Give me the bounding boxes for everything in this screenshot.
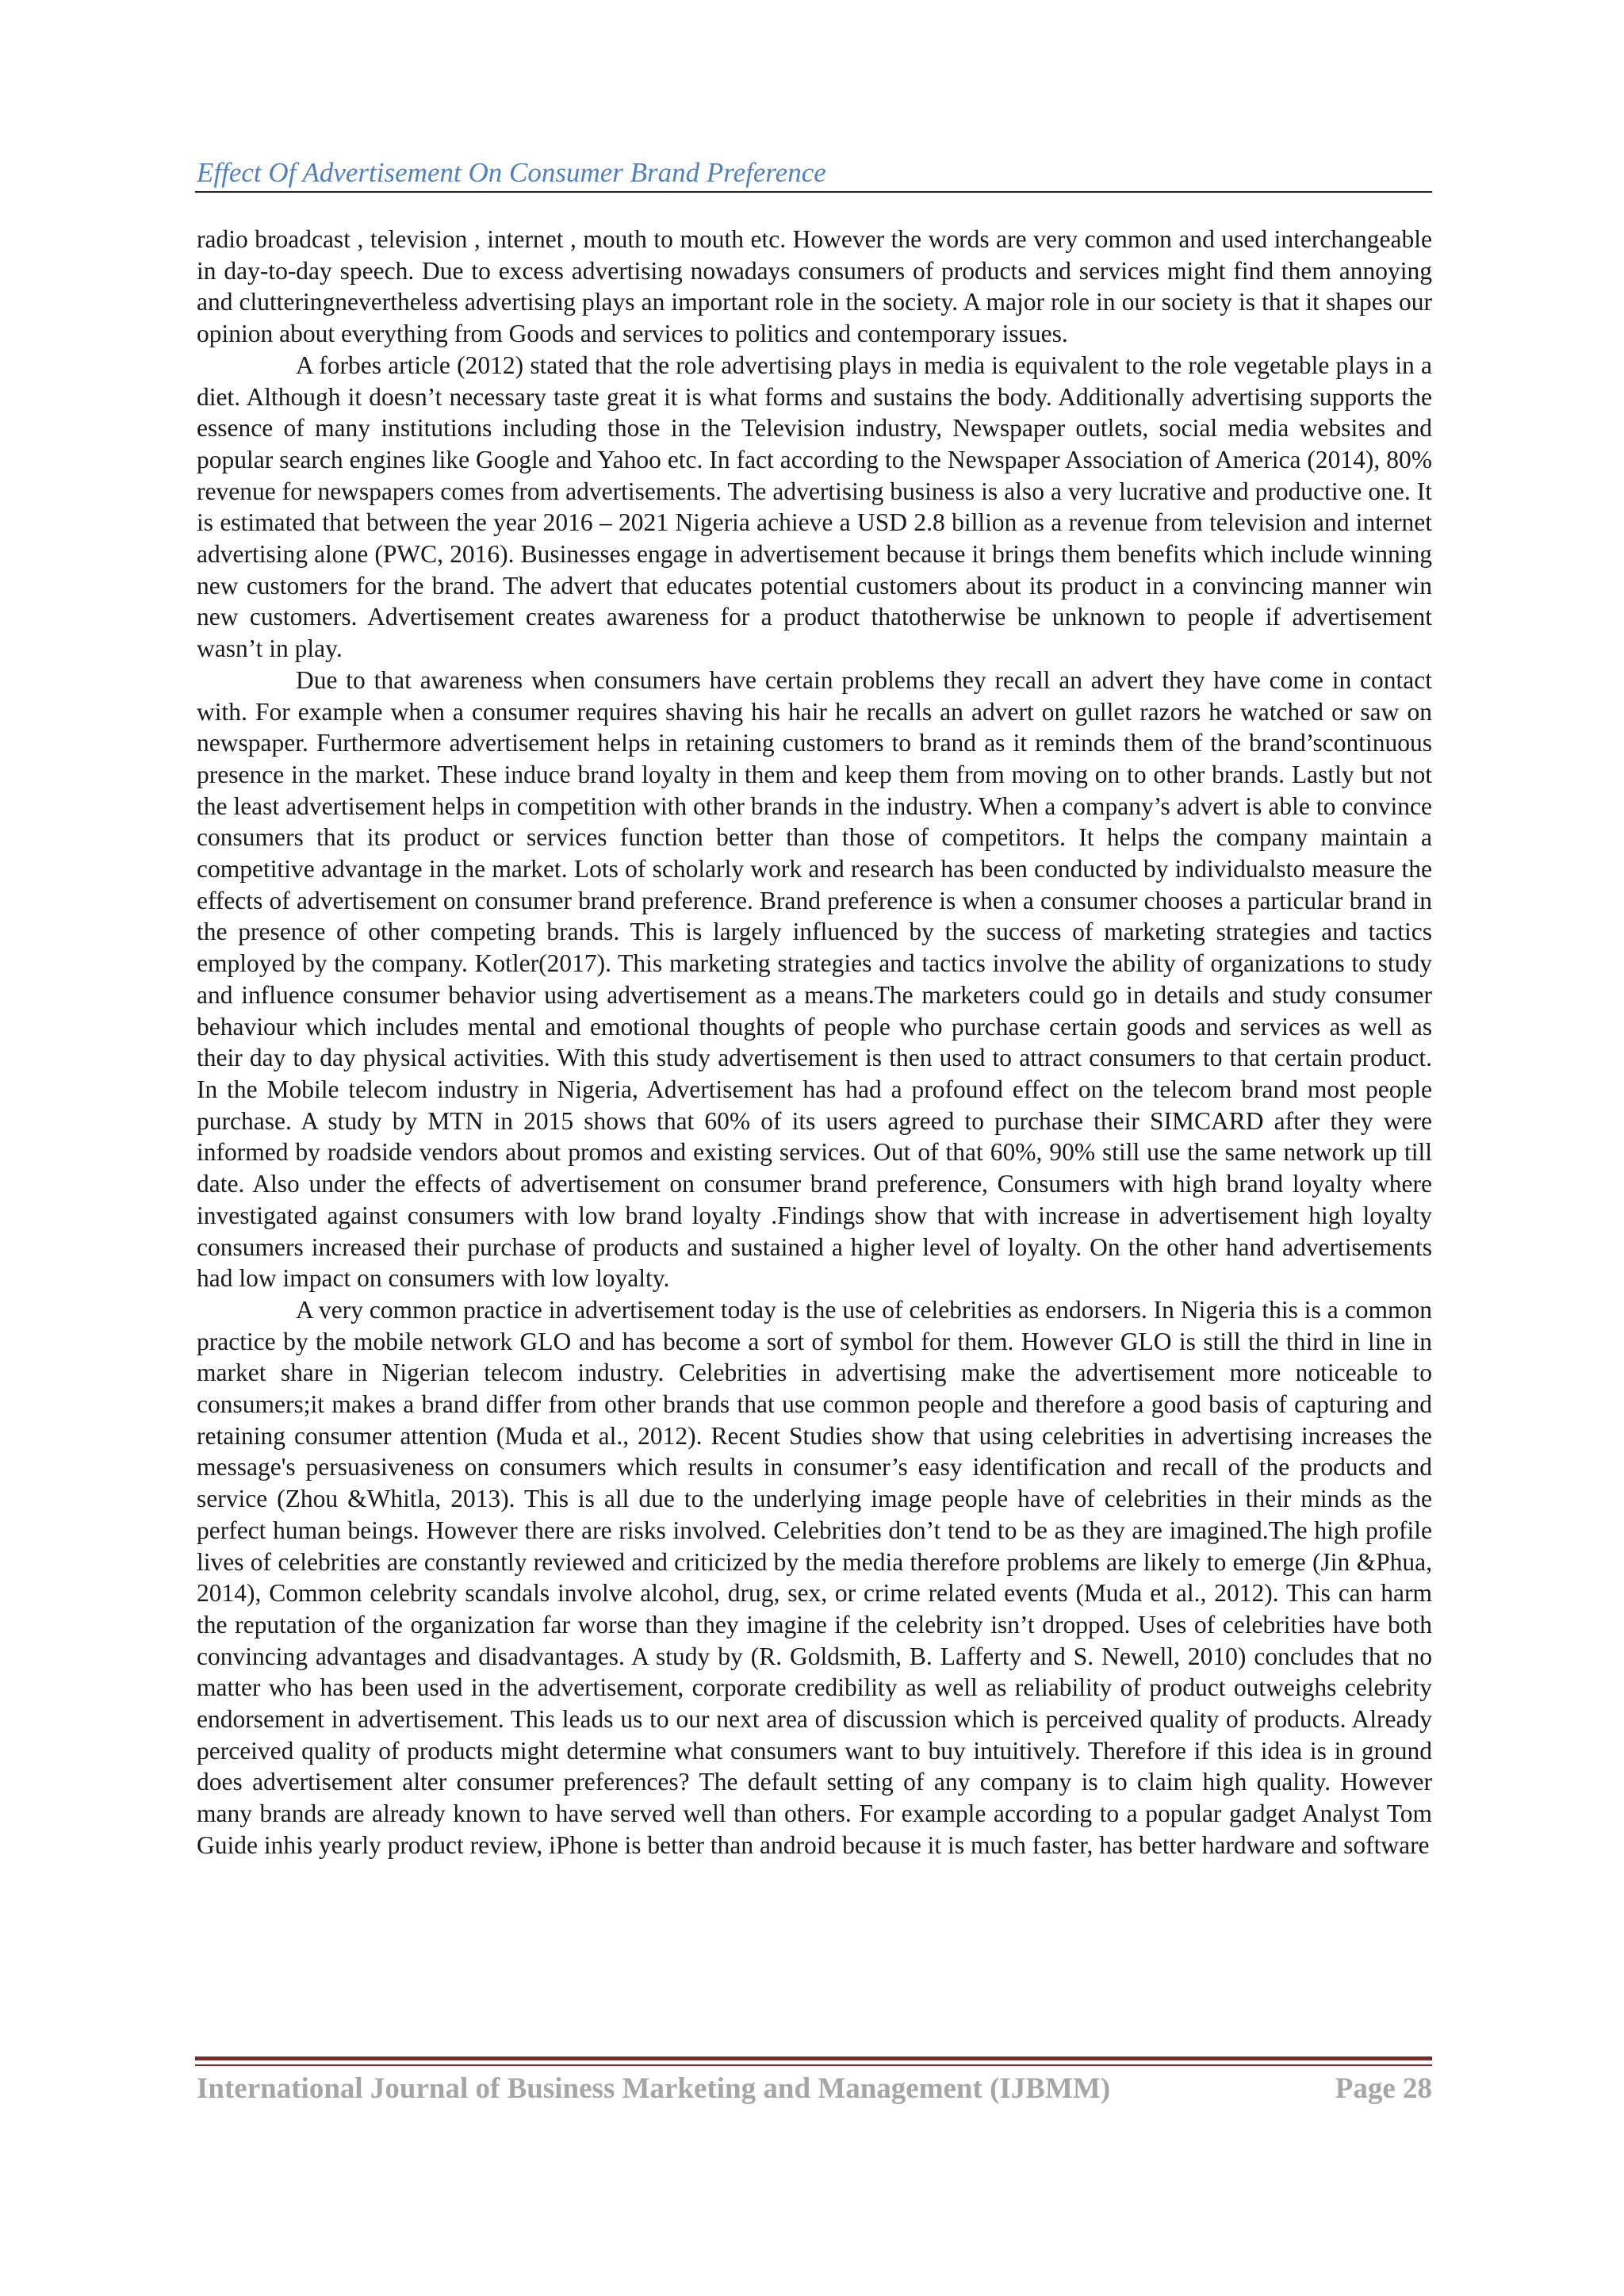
body-paragraph: Due to that awareness when consumers have certain problems they recall an advert they have come in contact with. For example when a consumer requires shaving his hair he recalls an advert on gullet razors he watched or saw on newspaper. Furthermore advertisement helps in retaining customers to brand as it reminds them of the brand’scontinuous presence in the market. These induce brand loyalty in them and keep them from moving on to other brands. Lastly but not the least advertisement helps in competition with other brands in the industry. When a company’s advert is able to convince consumers that its product or services function better than those of competitors. It helps the company maintain a competitive advantage in the market. Lots of scholarly work and research has been conducted by individualsto measure the effects of advertisement on consumer brand preference. Brand preference is when a consumer chooses a particular brand in the presence of other competing brands. This is largely influenced by the success of marketing strategies and tactics employed by the company. Kotler(2017). This marketing strategies and tactics involve the ability of organizations to study and influence consumer behavior using advertisement as a means.The marketers could go in details and study consumer behaviour which includes mental and emotional thoughts of people who purchase certain goods and services as well as their day to day physical activities. With this study advertisement is then used to attract consumers to that certain product. In the Mobile telecom industry in Nigeria, Advertisement has had a profound effect on the telecom brand most people purchase. A study by MTN in 2015 shows that 60% of its users agreed to purchase their SIMCARD after they were informed by roadside vendors about promos and existing services. Out of that 60%, 90% still use the same network up till date. Also under the effects of advertisement on consumer brand preference, Consumers with high brand loyalty where investigated against consumers with low brand loyalty .Findings show that with increase in advertisement high loyalty consumers increased their purchase of products and sustained a higher level of loyalty. On the other hand advertisements had low impact on consumers with low loyalty. (197, 665, 1432, 1293)
footer-journal-name: International Journal of Business Marketing and Management (IJBMM) (197, 2072, 1111, 2105)
body-paragraph: A very common practice in advertisement today is the use of celebrities as endorsers. In Nigeria this is a common practice by the mobile network GLO and has become a sort of symbol for them. However GLO is still the third in line in market share in Nigerian telecom industry. Celebrities in advertising make the advertisement more noticeable to consumers;it makes a brand differ from other brands that use common people and therefore a good basis of capturing and retaining consumer attention (Muda et al., 2012). Recent Studies show that using celebrities in advertising increases the message's persuasiveness on consumers which results in consumer’s easy identification and recall of the products and service (Zhou &Whitla, 2013). This is all due to the underlying image people have of celebrities in their minds as the perfect human beings. However there are risks involved. Celebrities don’t tend to be as they are imagined.The high profile lives of celebrities are constantly reviewed and criticized by the media therefore problems are likely to emerge (Jin &Phua, 2014), Common celebrity scandals involve alcohol, drug, sex, or crime related events (Muda et al., 2012). This can harm the reputation of the organization far worse than they imagine if the celebrity isn’t dropped. Uses of celebrities have both convincing advantages and disadvantages. A study by (R. Goldsmith, B. Lafferty and S. Newell, 2010) concludes that no matter who has been used in the advertisement, corporate credibility as well as reliability of product outweighs celebrity endorsement in advertisement. This leads us to our next area of discussion which is perceived quality of products. Already perceived quality of products might determine what consumers want to buy intuitively. Therefore if this idea is in ground does advertisement alter consumer preferences? The default setting of any company is to claim high quality. However many brands are already known to have served well than others. For example according to a popular gadget Analyst Tom Guide inhis yearly product review, iPhone is better than android because it is much faster, has better hardware and software (197, 1295, 1432, 1859)
footer-page-number: Page 28 (1335, 2072, 1432, 2105)
footer-rule-thick (195, 2056, 1432, 2060)
article-body (197, 224, 1432, 1861)
body-paragraph: radio broadcast , television , internet , mouth to mouth etc. However the words are very common and used interchangeable in day-to-day speech. Due to excess advertising nowadays consumers of products and services might find them annoying and clutteringnevertheless advertising plays an important role in the society. A major role in our society is that it shapes our opinion about everything from Goods and services to politics and contemporary issues. (197, 225, 1432, 348)
body-paragraph: A forbes article (2012) stated that the role advertising plays in media is equivalent to the role vegetable plays in a diet. Although it doesn’t necessary taste great it is what forms and sustains the body. Additionally advertising supports the essence of many institutions including those in the Television industry, Newspaper outlets, social media websites and popular search engines like Google and Yahoo etc. In fact according to the Newspaper Association of America (2014), 80% revenue for newspapers comes from advertisements. The advertising business is also a very lucrative and productive one. It is estimated that between the year 2016 – 2021 Nigeria achieve a USD 2.8 billion as a revenue from television and internet advertising alone (PWC, 2016). Businesses engage in advertisement because it brings them benefits which include winning new customers for the brand. The advert that educates potential customers about its product in a convincing manner win new customers. Advertisement creates awareness for a product thatotherwise be unknown to people if advertisement wasn’t in play. (197, 351, 1432, 663)
footer-rule-thin (195, 2064, 1432, 2066)
running-header-title: Effect Of Advertisement On Consumer Brand Preference (197, 157, 826, 188)
header-rule (195, 191, 1432, 193)
